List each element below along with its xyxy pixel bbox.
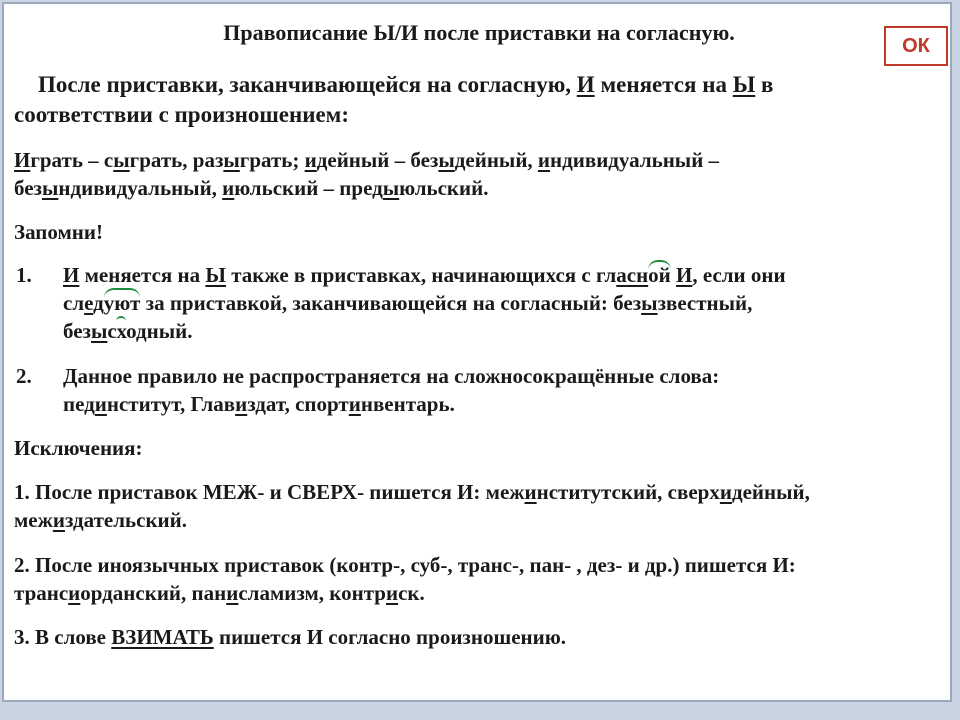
text: пед [63,392,95,416]
text: здательский. [64,508,188,532]
text: без [14,176,42,200]
text: меняется на [79,263,206,287]
text: юльский. [399,176,489,200]
u-letter: и [348,392,361,416]
rule-y-letter: Ы [732,72,756,97]
text: за приставкой, заканчивающейся на согласный: без [140,291,642,315]
u-letter: ы [90,319,108,343]
u-letter: и [524,480,537,504]
u-letter: И [14,148,31,172]
text: дейный – без [316,148,439,172]
exception-1-line-2 [14,506,187,534]
rule-text: в [761,72,774,97]
exceptions-label: Исключения: [14,436,143,460]
u-letter: ы [113,148,130,172]
vzimat-word: ВЗИМАТЬ [111,625,214,649]
u-letter: е [84,291,94,315]
remember-label: Запомни! [14,220,104,244]
exception-2-line-1: 2. После иноязычных приставок (контр-, суб-, транс-, пан- , дез- и др.) пишется И: [14,553,796,577]
u-letter: Ы [205,263,226,287]
text: д [93,291,104,315]
examples-line-1 [14,146,719,174]
text: сламизм, контр [238,581,386,605]
u-letter: и [226,581,239,605]
slide [2,2,952,702]
u-letter: и [537,148,551,172]
examples-line-2 [14,174,488,202]
u-letter: ы [382,176,400,200]
item-2-number: 2. [16,364,32,388]
page-title: Правописание Ы/И после приставки на согласную. [223,20,735,45]
item-1-line-1 [63,261,786,289]
text: дейный, [454,148,538,172]
text: с [107,319,117,343]
text: пишется И согласно произношению. [213,625,567,649]
text: орданский, пан [80,581,227,605]
exception-3 [14,623,566,651]
u-letter: и [385,581,399,605]
text: грать; [239,148,305,172]
u-letter: ы [223,148,240,172]
text: грать, раз [129,148,224,172]
item-1-line-3 [63,317,193,345]
text: сл [63,291,85,315]
text: одный. [126,319,193,343]
u-letter: и [222,176,235,200]
ok-button[interactable]: ОК [884,26,948,66]
u-letter: асн [616,263,649,287]
u-letter: и [304,148,317,172]
u-letter: ы [438,148,455,172]
rule-line-2: соответствии с произношением: [14,102,350,127]
rule-text: После приставки, заканчивающейся на согласную, [38,72,572,97]
text: ндивидуальный, [58,176,223,200]
u-letter: ы [641,291,658,315]
rule-line-1 [38,70,773,100]
text: нститутский, сверх [536,480,720,504]
text: дейный, [731,480,810,504]
text: ндивидуальный – [550,148,720,172]
text: транс [14,581,69,605]
text: грать – с [30,148,114,172]
text: , если они [692,263,786,287]
item-1-line-2 [63,289,752,317]
u-letter: И [63,263,80,287]
u-letter: И [676,263,693,287]
text: без [63,319,91,343]
exception-1-line-1 [14,478,810,506]
text: нвентарь. [360,392,455,416]
ending-arc: уют [104,288,141,315]
text: также в приставках, начинающихся с гл [225,263,617,287]
u-letter: и [235,392,248,416]
item-2-line-1: Данное правило не распространяется на сложносокращённые слова: [63,364,720,388]
rule-text: меняется на [600,72,727,97]
text: 1. После приставок МЕЖ- и СВЕРХ- пишется И: меж [14,480,525,504]
text: ск. [398,581,425,605]
item-1-number: 1. [16,263,32,287]
text: 3. В слове [14,625,112,649]
rule-i-letter: И [576,72,595,97]
u-letter: и [94,392,107,416]
root-arc: х [116,316,126,343]
text: нститут, Глав [106,392,236,416]
text: юльский – пред [234,176,383,200]
u-letter: ы [41,176,59,200]
ending-arc: ой [648,260,671,287]
text: здат, спорт [247,392,349,416]
u-letter: и [52,508,65,532]
u-letter: и [68,581,81,605]
exception-2-line-2 [14,579,425,607]
text: меж [14,508,53,532]
text: звестный, [657,291,753,315]
item-2-line-2 [63,390,455,418]
u-letter: и [719,480,732,504]
